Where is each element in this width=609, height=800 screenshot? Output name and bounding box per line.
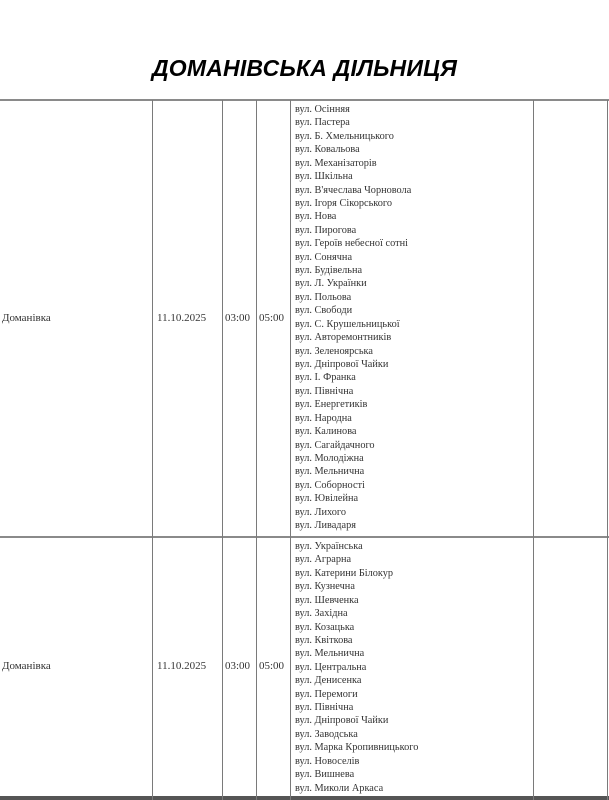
street-item: вул. Героїв небесної сотні <box>295 238 408 250</box>
street-item: вул. Соборності <box>295 479 365 491</box>
street-item: вул. Пирогова <box>295 224 357 236</box>
end-time-cell: 05:00 <box>259 312 285 324</box>
street-item: вул. Кузнечна <box>295 581 355 593</box>
street-item: вул. Новоселів <box>295 755 360 767</box>
street-item: вул. Заводська <box>295 728 358 740</box>
street-item: вул. Дніпрової Чайки <box>295 359 389 371</box>
street-item: вул. Механізаторів <box>295 157 377 169</box>
street-item: вул. Ковальова <box>295 144 360 156</box>
street-list <box>295 540 418 795</box>
street-item: вул. Ливадаря <box>295 520 356 532</box>
street-item: вул. Калинова <box>295 426 357 438</box>
street-item: вул. Л. Українки <box>295 278 367 290</box>
street-item: вул. Аграрна <box>295 554 352 566</box>
street-item: вул. Осінняя <box>295 104 350 115</box>
street-item: вул. Перемоги <box>295 688 358 700</box>
street-item: вул. Мельнична <box>295 466 365 478</box>
street-item: вул. Ігоря Сікорського <box>295 197 393 209</box>
table-bottom-border <box>0 796 609 800</box>
street-item: вул. Західна <box>295 608 348 620</box>
street-item: вул. Пастера <box>295 117 350 129</box>
street-item: вул. Зеленоярська <box>295 345 373 357</box>
street-item: вул. Північна <box>295 702 354 714</box>
settlement-cell: Доманівка <box>2 312 51 324</box>
street-item: вул. Денисенка <box>295 675 362 687</box>
street-item: вул. Центральна <box>295 661 367 673</box>
street-item: вул. В'ячеслава Чорновола <box>295 184 412 196</box>
street-item: вул. Б. Хмельницького <box>295 130 394 142</box>
street-item: вул. Українська <box>295 541 363 552</box>
street-item: вул. Миколи Аркаса <box>295 782 384 794</box>
street-item: вул. С. Крушельницької <box>295 318 400 330</box>
street-list <box>295 103 411 533</box>
settlement-cell: Доманівка <box>2 660 51 672</box>
street-item: вул. Енергетиків <box>295 399 368 411</box>
end-time-cell: 05:00 <box>259 660 285 672</box>
street-item: вул. Авторемонтників <box>295 332 392 344</box>
street-item: вул. Вишнева <box>295 769 355 781</box>
street-item: вул. Молодіжна <box>295 452 364 464</box>
date-cell: 11.10.2025 <box>157 312 207 324</box>
street-item: вул. Лихого <box>295 506 347 518</box>
column-divider <box>222 100 223 800</box>
street-item: вул. Народна <box>295 412 352 424</box>
column-divider <box>152 100 153 800</box>
street-item: вул. Квіткова <box>295 634 353 646</box>
column-divider <box>533 100 534 800</box>
street-item: вул. Ювілейна <box>295 493 359 505</box>
street-item: вул. Будівельна <box>295 265 363 277</box>
page-title: ДОМАНІВСЬКА ДІЛЬНИЦЯ <box>151 55 458 81</box>
column-divider <box>607 100 608 800</box>
table-top-border <box>0 99 609 101</box>
street-item: вул. Мельнична <box>295 648 365 660</box>
street-item: вул. Козацька <box>295 621 355 633</box>
column-divider <box>290 100 291 800</box>
street-item: вул. Катерини Білокур <box>295 567 394 579</box>
row-divider <box>0 536 609 538</box>
start-time-cell: 03:00 <box>225 312 251 324</box>
street-item: вул. Шевченка <box>295 594 359 606</box>
street-item: вул. Свободи <box>295 305 353 317</box>
street-item: вул. Шкільна <box>295 171 353 183</box>
date-cell: 11.10.2025 <box>157 660 207 672</box>
street-item: вул. Сонячна <box>295 251 353 263</box>
street-item: вул. Марка Кропивницького <box>295 742 419 754</box>
start-time-cell: 03:00 <box>225 660 251 672</box>
street-item: вул. І. Франка <box>295 372 356 384</box>
street-item: вул. Сагайдачного <box>295 439 375 451</box>
column-divider <box>256 100 257 800</box>
street-item: вул. Дніпрової Чайки <box>295 715 389 727</box>
street-item: вул. Північна <box>295 385 354 397</box>
street-item: вул. Польова <box>295 291 352 303</box>
street-item: вул. Нова <box>295 211 337 223</box>
